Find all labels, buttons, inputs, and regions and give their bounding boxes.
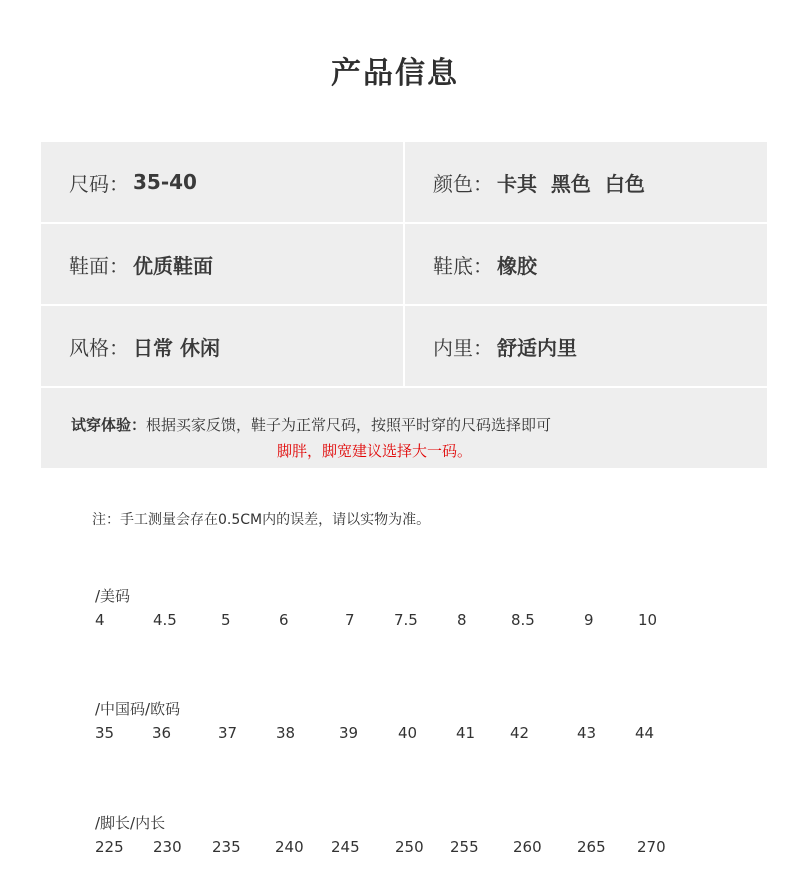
fit-label: 试穿体验： bbox=[71, 416, 147, 434]
spec-upper bbox=[41, 224, 403, 304]
size-value: 235 bbox=[212, 838, 241, 856]
size-value: 255 bbox=[450, 838, 479, 856]
size-row-foot-length bbox=[95, 812, 735, 860]
spec-value: 日常 休闲 bbox=[133, 335, 220, 360]
size-row-label: /美码 bbox=[95, 587, 131, 605]
spec-value: 35-40 bbox=[133, 170, 197, 194]
spec-label: 鞋底： bbox=[433, 253, 493, 278]
size-value: 40 bbox=[398, 724, 418, 742]
size-value: 4.5 bbox=[153, 611, 177, 629]
size-value: 8 bbox=[457, 611, 467, 629]
fit-experience bbox=[41, 388, 767, 468]
size-row-label: /中国码/欧码 bbox=[95, 700, 181, 718]
size-value: 5 bbox=[221, 611, 231, 629]
measurement-note: 注：手工测量会存在0.5CM内的误差，请以实物为准。 bbox=[92, 512, 431, 528]
size-value: 37 bbox=[218, 724, 238, 742]
size-row-us bbox=[95, 585, 735, 633]
fit-text: 根据买家反馈，鞋子为正常尺码，按照平时穿的尺码选择即可 bbox=[146, 416, 552, 434]
fit-feedback bbox=[71, 414, 551, 435]
size-value: 10 bbox=[638, 611, 658, 629]
size-value: 6 bbox=[279, 611, 289, 629]
size-value: 225 bbox=[95, 838, 124, 856]
size-value: 9 bbox=[584, 611, 594, 629]
spec-row-style-lining bbox=[41, 306, 767, 388]
size-value: 8.5 bbox=[511, 611, 535, 629]
spec-value: 橡胶 bbox=[497, 253, 537, 278]
size-value: 230 bbox=[153, 838, 182, 856]
spec-label: 尺码： bbox=[69, 171, 129, 196]
spec-label: 风格： bbox=[69, 335, 129, 360]
size-value: 7 bbox=[345, 611, 355, 629]
spec-size bbox=[41, 142, 403, 222]
size-value: 36 bbox=[152, 724, 172, 742]
spec-label: 内里： bbox=[433, 335, 493, 360]
size-values bbox=[95, 611, 735, 633]
spec-row-size-color bbox=[41, 142, 767, 224]
size-value: 265 bbox=[577, 838, 606, 856]
size-value: 39 bbox=[339, 724, 359, 742]
size-value: 43 bbox=[577, 724, 597, 742]
size-value: 245 bbox=[331, 838, 360, 856]
size-row-label: /脚长/内长 bbox=[95, 814, 166, 832]
size-value: 240 bbox=[275, 838, 304, 856]
size-value: 7.5 bbox=[394, 611, 418, 629]
fit-advice: 脚胖，脚宽建议选择大一码。 bbox=[277, 442, 473, 460]
size-value: 38 bbox=[276, 724, 296, 742]
size-value: 250 bbox=[395, 838, 424, 856]
size-value: 42 bbox=[510, 724, 530, 742]
size-value: 4 bbox=[95, 611, 105, 629]
size-row-cn-eu bbox=[95, 698, 735, 746]
spec-color bbox=[403, 142, 767, 222]
spec-value: 优质鞋面 bbox=[133, 253, 213, 278]
size-value: 260 bbox=[513, 838, 542, 856]
size-values bbox=[95, 838, 735, 860]
size-value: 35 bbox=[95, 724, 115, 742]
spec-style bbox=[41, 306, 403, 386]
size-value: 44 bbox=[635, 724, 655, 742]
spec-row-upper-sole bbox=[41, 224, 767, 306]
spec-value: 舒适内里 bbox=[497, 335, 577, 360]
spec-table bbox=[41, 142, 767, 388]
size-values bbox=[95, 724, 735, 746]
spec-sole bbox=[403, 224, 767, 304]
page-title: 产品信息 bbox=[331, 56, 459, 91]
size-value: 41 bbox=[456, 724, 476, 742]
spec-label: 颜色： bbox=[433, 171, 493, 196]
spec-lining bbox=[403, 306, 767, 386]
spec-label: 鞋面： bbox=[69, 253, 129, 278]
size-value: 270 bbox=[637, 838, 666, 856]
spec-value: 卡其 黑色 白色 bbox=[497, 171, 645, 196]
